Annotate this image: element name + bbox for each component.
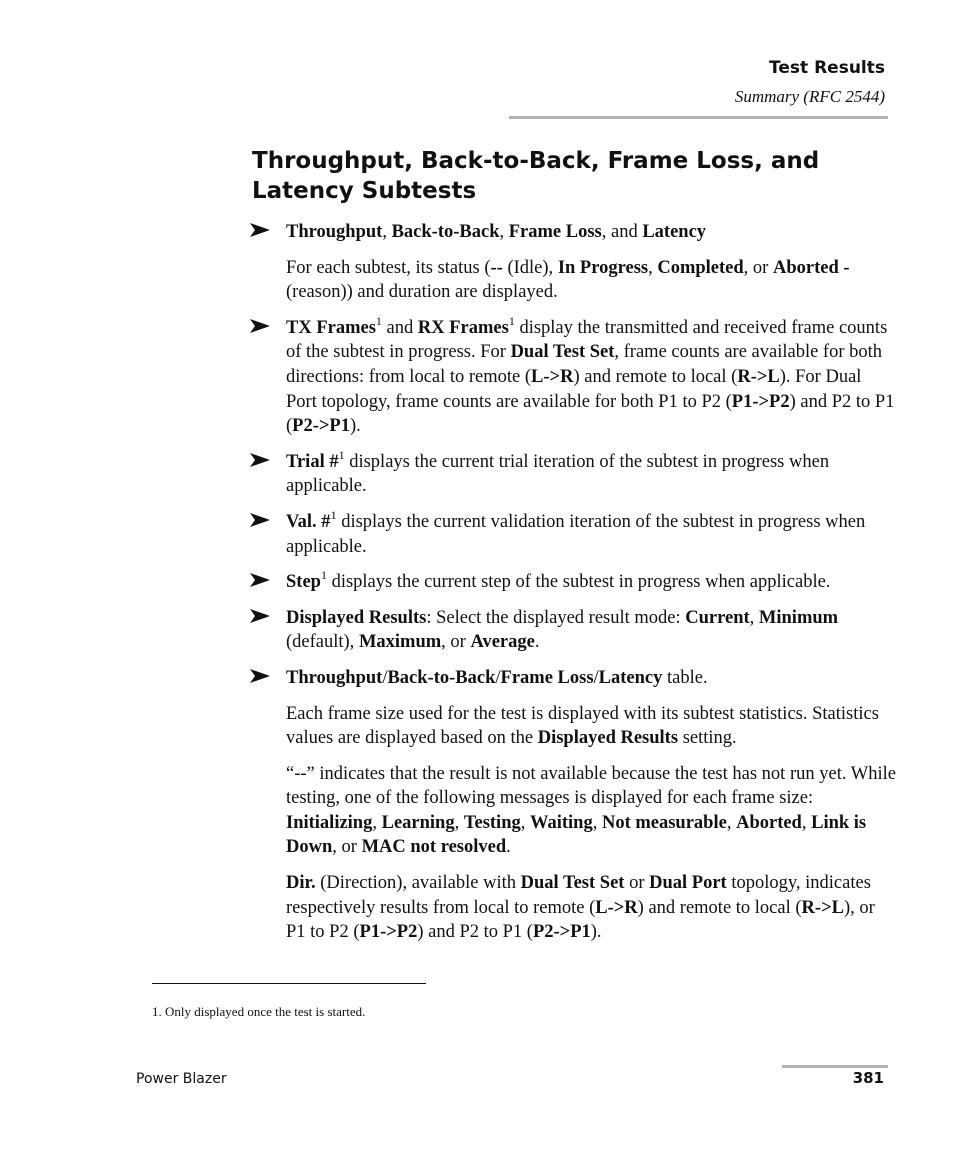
bullet-validation: Val. #$^1$ displays the current validation iteration of the subtest in progress when applicable.: [286, 510, 896, 559]
bullet-arrow-icon: [250, 223, 270, 237]
page-number: 381: [852, 1069, 884, 1087]
term-throughput: Throughput: [286, 222, 383, 242]
footnote-rule: [152, 983, 426, 984]
bullet-step: Step$^1$ displays the current step of the subtest in progress when applicable.: [286, 570, 896, 595]
footer-product-name: Power Blazer: [136, 1071, 227, 1087]
paragraph-status: For each subtest, its status (-- (Idle), In Progress, Completed, or Aborted - (reason)) and duration are displayed.: [286, 257, 850, 303]
bullet-arrow-icon: [250, 573, 270, 587]
bullet-subtests: Throughput, Back-to-Back, Frame Loss, and Latency: [286, 220, 896, 245]
footnote: 1. Only displayed once the test is started.: [152, 1004, 366, 1019]
term-back-to-back: Back-to-Back: [391, 222, 500, 242]
footer-rule: [782, 1065, 888, 1068]
body-content: [286, 220, 896, 945]
running-header-title: Test Results: [769, 58, 885, 78]
bullet-arrow-icon: [250, 513, 270, 527]
bullet-arrow-icon: [250, 669, 270, 683]
bullet-table: Throughput/Back-to-Back/Frame Loss/Latency table.: [286, 666, 896, 691]
paragraph-messages: “--” indicates that the result is not available because the test has not run yet. While testing, one of the following messages is displayed for each frame size: Initializing, Learning, Testing, Waiting, Not measurable, Aborted, Link is Down, or MAC not resolved.: [286, 763, 896, 858]
bullet-displayed-results: Displayed Results: Select the displayed result mode: Current, Minimum (default), Maximum, or Average.: [286, 606, 896, 655]
term-frame-loss: Frame Loss: [508, 222, 602, 242]
bullet-arrow-icon: [250, 609, 270, 623]
running-header-subtitle: Summary (RFC 2544): [734, 87, 885, 106]
bullet-arrow-icon: [250, 453, 270, 467]
term-latency: Latency: [642, 222, 707, 242]
paragraph-frame-size: Each frame size used for the test is displayed with its subtest statistics. Statistics values are displayed based on the Displayed Results setting.: [286, 703, 879, 749]
section-heading: Throughput, Back-to-Back, Frame Loss, and Latency Subtests: [252, 148, 820, 204]
bullet-trial: Trial #$^1$ displays the current trial iteration of the subtest in progress when applicable.: [286, 450, 896, 499]
bullet-frames: TX Frames$^1$ and RX Frames$^1$ display the transmitted and received frame counts of the subtest in progress. For Dual Test Set, frame counts are available for both directions: from local to remote (L->R) and remote to local (R->L). For Dual Port topology, frame counts are available for both P1 to P2 (P1->P2) and P2 to P1 (P2->P1).: [286, 316, 896, 439]
paragraph-direction: Dir. (Direction), available with Dual Test Set or Dual Port topology, indicates respectively results from local to remote (L->R) and remote to local (R->L), or P1 to P2 (P1->P2) and P2 to P1 (P2->P1).: [286, 873, 875, 943]
bullet-arrow-icon: [250, 319, 270, 333]
header-rule: [509, 116, 888, 119]
